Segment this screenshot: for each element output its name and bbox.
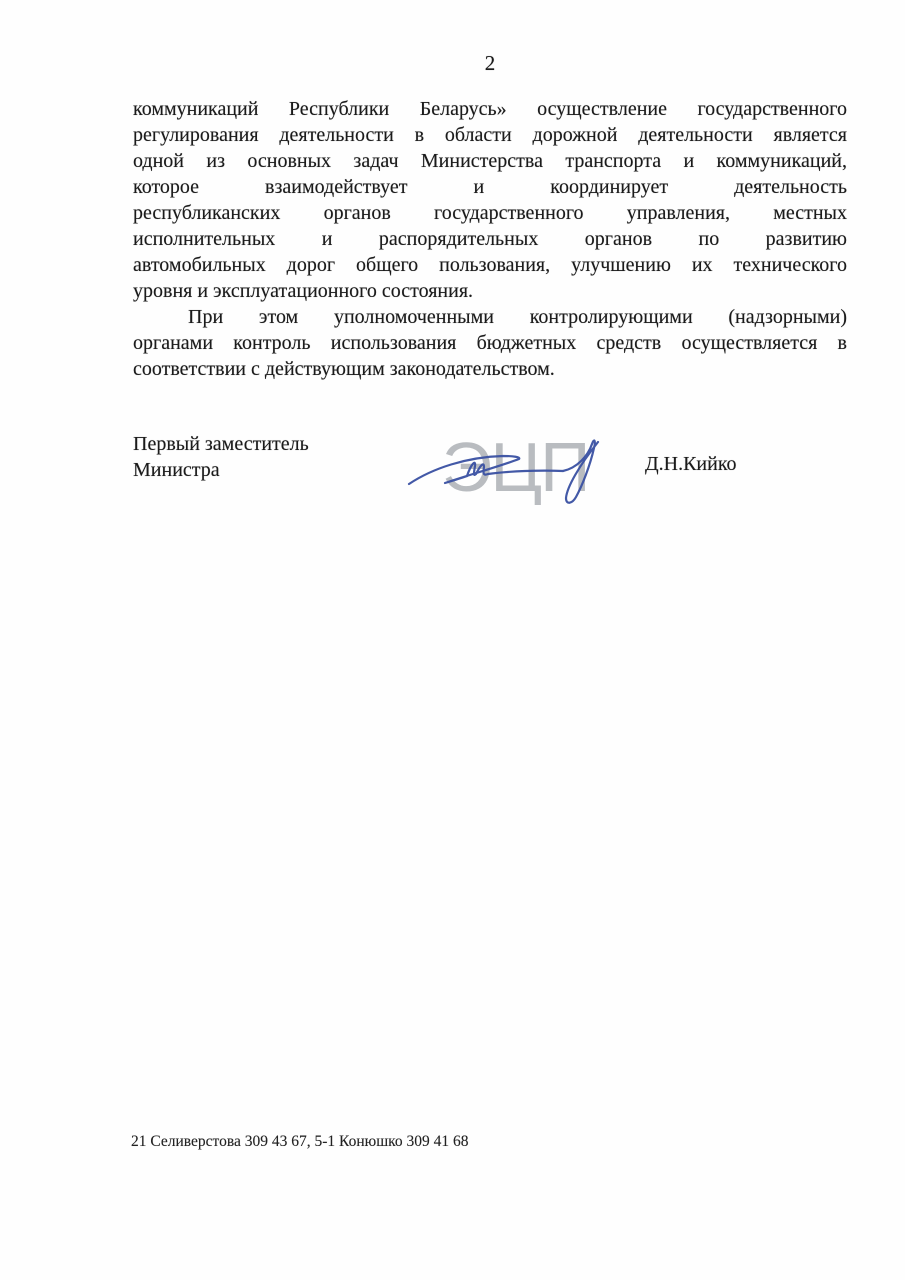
body-line: исполнительных и распорядительных органов по развитию (133, 228, 847, 250)
paragraph-2 (133, 304, 847, 382)
signer-role (133, 431, 309, 483)
footer-contacts: 21 Селиверстова 309 43 67, 5-1 Конюшко 309 41 68 (131, 1133, 469, 1150)
body-line: которое взаимодействует и координирует деятельность (133, 176, 847, 198)
digital-signature-watermark: ЭЦП (442, 428, 589, 506)
signer-name: Д.Н.Кийко (645, 453, 737, 475)
body-line: органами контроль использования бюджетных средств осуществляется в (133, 332, 847, 354)
body-line: При этом уполномоченными контролирующими (надзорными) (188, 306, 847, 328)
signature-area (405, 428, 615, 528)
page-number: 2 (484, 51, 496, 75)
paragraph-1 (133, 96, 847, 304)
body-line: уровня и эксплуатационного состояния. (133, 280, 474, 302)
handwritten-signature-icon (405, 428, 615, 528)
body-line: соответствии с действующим законодательством. (133, 358, 555, 380)
signer-role-line: Первый заместитель (133, 433, 309, 455)
body-line: коммуникаций Республики Беларусь» осуществление государственного (133, 98, 847, 120)
signer-role-line: Министра (133, 459, 220, 481)
body-line: автомобильных дорог общего пользования, улучшению их технического (133, 254, 847, 276)
body-line: регулирования деятельности в области дорожной деятельности является (133, 124, 847, 146)
body-text (133, 96, 847, 382)
body-line: республиканских органов государственного управления, местных (133, 202, 847, 224)
body-line: одной из основных задач Министерства транспорта и коммуникаций, (133, 150, 847, 172)
